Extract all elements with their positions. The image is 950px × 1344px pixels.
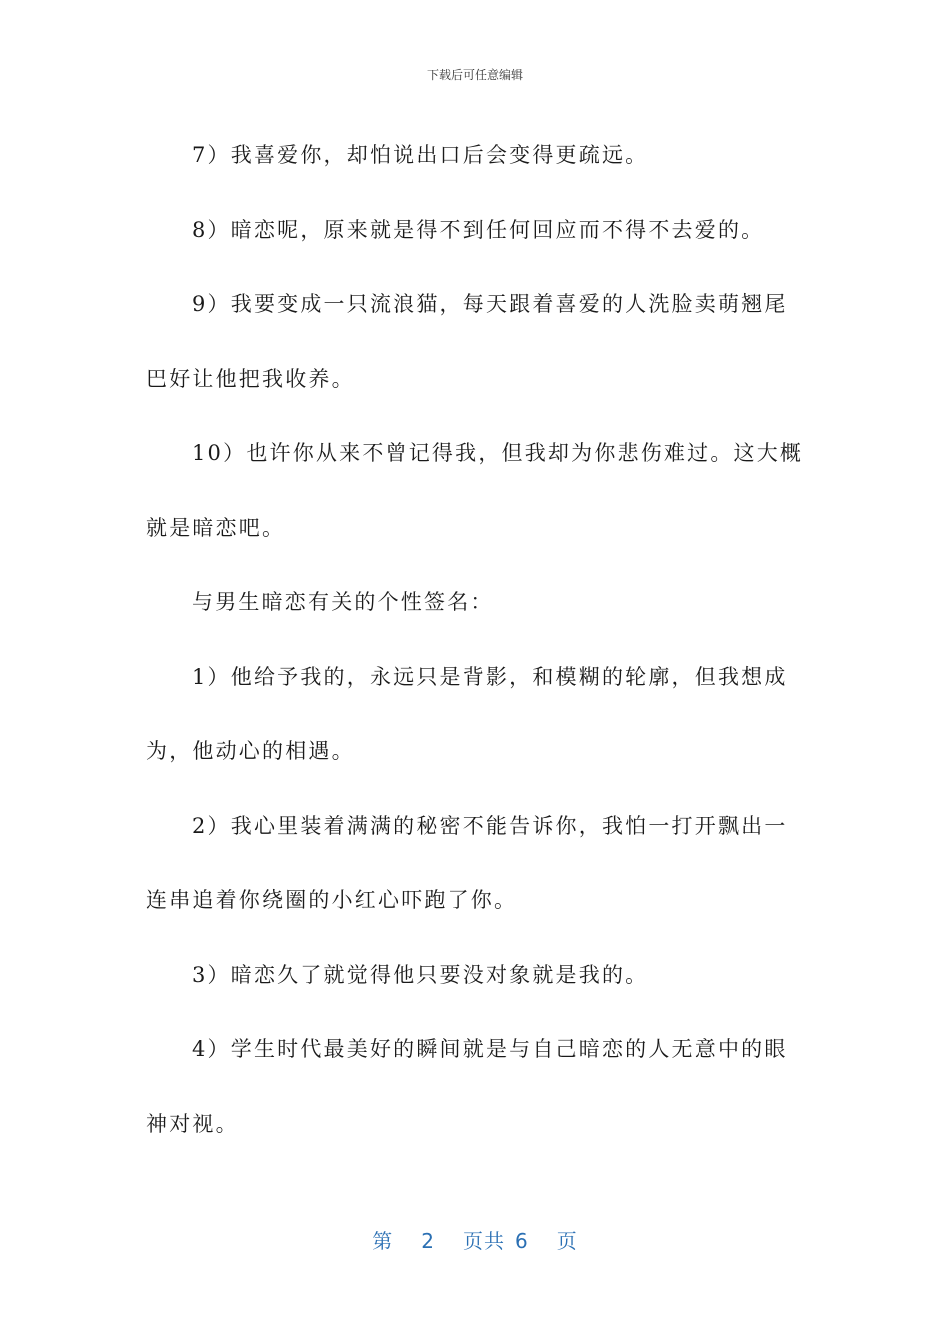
paragraph-7: 7）我喜爱你，却怕说出口后会变得更疏远。 xyxy=(192,143,649,167)
page-header: 下载后可任意编辑 xyxy=(426,68,523,82)
footer-suffix: 页 xyxy=(556,1229,578,1253)
paragraph-1: 1）他给予我的，永远只是背影，和模糊的轮廓，但我想成为，他动心的相遇。 xyxy=(146,664,788,763)
footer-prefix: 第 xyxy=(372,1229,394,1253)
paragraph-4: 4）学生时代最美好的瞬间就是与自己暗恋的人无意中的眼神对视。 xyxy=(146,1037,788,1136)
paragraph-2: 2）我心里装着满满的秘密不能告诉你，我怕一打开飘出一连串追着你绕圈的小红心吓跑了你。 xyxy=(146,813,788,912)
total-pages-number: 6 xyxy=(515,1229,529,1253)
paragraph-9: 9）我要变成一只流浪猫，每天跟着喜爱的人洗脸卖萌翘尾巴好让他把我收养。 xyxy=(146,292,788,391)
current-page-number: 2 xyxy=(421,1229,435,1253)
paragraph-3: 3）暗恋久了就觉得他只要没对象就是我的。 xyxy=(192,962,649,987)
section-heading: 与男生暗恋有关的个性签名： xyxy=(192,590,494,614)
page-footer xyxy=(0,1225,950,1254)
document-body xyxy=(146,118,806,1161)
paragraph-8: 8）暗恋呢，原来就是得不到任何回应而不得不去爱的。 xyxy=(192,217,765,242)
paragraph-10: 10）也许你从来不曾记得我，但我却为你悲伤难过。这大概就是暗恋吧。 xyxy=(146,441,804,540)
footer-middle: 页共 xyxy=(463,1229,505,1253)
